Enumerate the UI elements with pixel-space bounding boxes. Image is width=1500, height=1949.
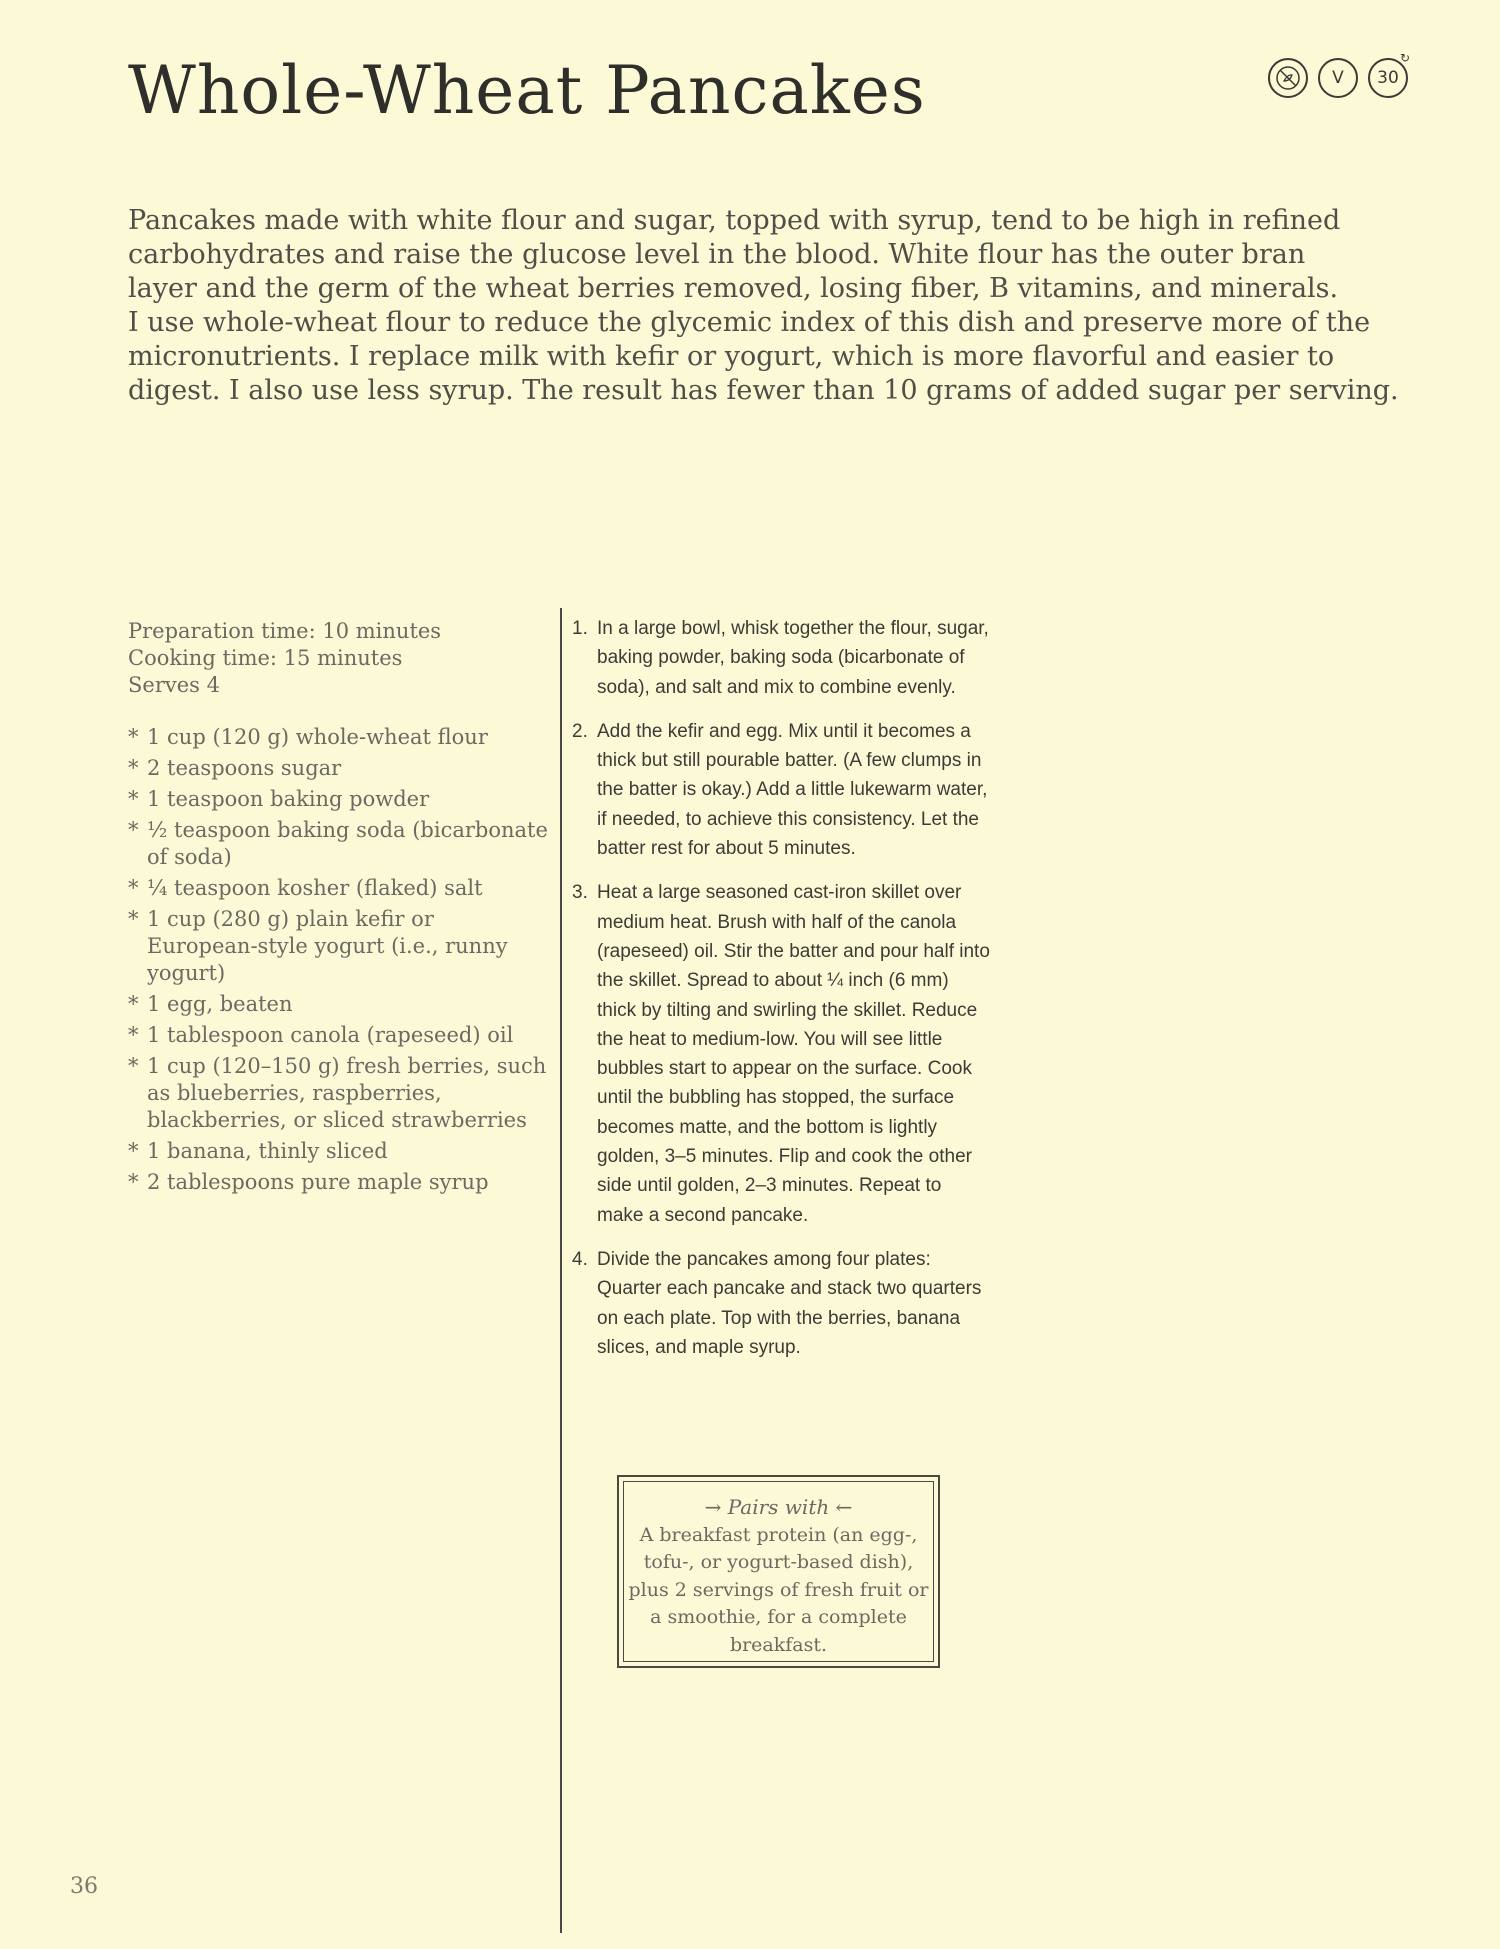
ingredient-item: * 1 tablespoon canola (rapeseed) oil <box>128 1022 548 1049</box>
ingredient-item: * 1 egg, beaten <box>128 991 548 1018</box>
step-number: 1. <box>572 618 588 639</box>
step-item <box>572 1245 992 1362</box>
step-item <box>572 614 992 702</box>
pairs-with-heading: → Pairs with ← <box>704 1495 853 1519</box>
column-divider <box>560 608 562 1933</box>
recipe-title: Whole-Wheat Pancakes <box>128 52 926 129</box>
page-number: 36 <box>70 1874 98 1899</box>
intro-line: Pancakes made with white flour and sugar, topped with syrup, tend to be high in refined <box>128 205 1341 236</box>
step-text: Divide the pancakes among four plates: Quarter each pancake and stack two quarters on each plate. Top with the berries, banana slices, and maple syrup. <box>597 1248 982 1358</box>
intro-line: micronutrients. I replace milk with kefir or yogurt, which is more flavorful and easier to <box>128 341 1335 372</box>
gluten-free-badge <box>1268 58 1308 98</box>
ingredient-item: * 1 cup (120–150 g) fresh berries, such as blueberries, raspberries, blackberries, or sliced strawberries <box>128 1053 548 1134</box>
ingredient-item: * ½ teaspoon baking soda (bicarbonate of soda) <box>128 817 548 871</box>
gluten-free-icon <box>1275 65 1301 91</box>
step-text: Heat a large seasoned cast-iron skillet over medium heat. Brush with half of the canola (rapeseed) oil. Stir the batter and pour half into the skillet. Spread to about ¼ inch (6 mm) thick by tilting and swirling the skillet. Reduce the heat to medium-low. You will see little bubbles start to appear on the surface. Cook until the bubbling has stopped, the surface becomes matte, and the bottom is lightly golden, 3–5 minutes. Flip and cook the other side until golden, 2–3 minutes. Repeat to make a second pancake. <box>597 882 990 1226</box>
cook-time: Cooking time: 15 minutes <box>128 646 403 670</box>
vegetarian-badge <box>1318 58 1358 98</box>
step-text: In a large bowl, whisk together the flour, sugar, baking powder, baking soda (bicarbonate of soda), and salt and mix to combine evenly. <box>597 618 989 698</box>
ingredient-item: * 1 cup (120 g) whole-wheat flour <box>128 724 548 751</box>
ingredient-item: * ¼ teaspoon kosher (flaked) salt <box>128 875 548 902</box>
ingredient-list <box>128 724 548 1200</box>
intro-line: layer and the germ of the wheat berries removed, losing fiber, B vitamins, and minerals. <box>128 273 1339 304</box>
ingredient-item: * 1 teaspoon baking powder <box>128 786 548 813</box>
intro-line: digest. I also use less syrup. The result has fewer than 10 grams of added sugar per serving. <box>128 375 1399 406</box>
pairs-with-box <box>617 1475 940 1668</box>
intro-paragraph <box>128 204 1399 408</box>
step-item <box>572 878 992 1230</box>
method-steps <box>572 614 992 1377</box>
ingredient-item: * 1 cup (280 g) plain kefir or European-style yogurt (i.e., runny yogurt) <box>128 906 548 987</box>
vegetarian-icon: V <box>1332 68 1344 88</box>
step-number: 4. <box>572 1248 588 1270</box>
pairs-with-inner <box>623 1481 934 1662</box>
intro-line: carbohydrates and raise the glucose level in the blood. White flour has the outer bran <box>128 239 1306 270</box>
servings: Serves 4 <box>128 673 220 697</box>
step-item <box>572 717 992 863</box>
ingredient-item: * 2 tablespoons pure maple syrup <box>128 1169 548 1196</box>
time-30-icon: 30 <box>1377 68 1399 88</box>
step-text: Add the kefir and egg. Mix until it becomes a thick but still pourable batter. (A few clumps in the batter is okay.) Add a little lukewarm water, if needed, to achieve this consistency. Let the batter rest for about 5 minutes. <box>597 720 988 860</box>
clock-arrow-icon: ↻ <box>1399 51 1410 65</box>
step-number: 2. <box>572 720 588 742</box>
step-number: 3. <box>572 882 588 904</box>
recipe-meta <box>128 618 441 699</box>
diet-badges <box>1268 51 1410 98</box>
time-30-badge <box>1368 51 1410 98</box>
intro-line: I use whole-wheat flour to reduce the glycemic index of this dish and preserve more of the <box>128 307 1371 338</box>
pairs-with-text: A breakfast protein (an egg-, tofu-, or yogurt-based dish), plus 2 servings of fresh fruit or a smoothie, for a complete breakfast. <box>628 1523 929 1656</box>
prep-time: Preparation time: 10 minutes <box>128 619 442 643</box>
ingredient-item: * 1 banana, thinly sliced <box>128 1138 548 1165</box>
ingredient-item: * 2 teaspoons sugar <box>128 755 548 782</box>
